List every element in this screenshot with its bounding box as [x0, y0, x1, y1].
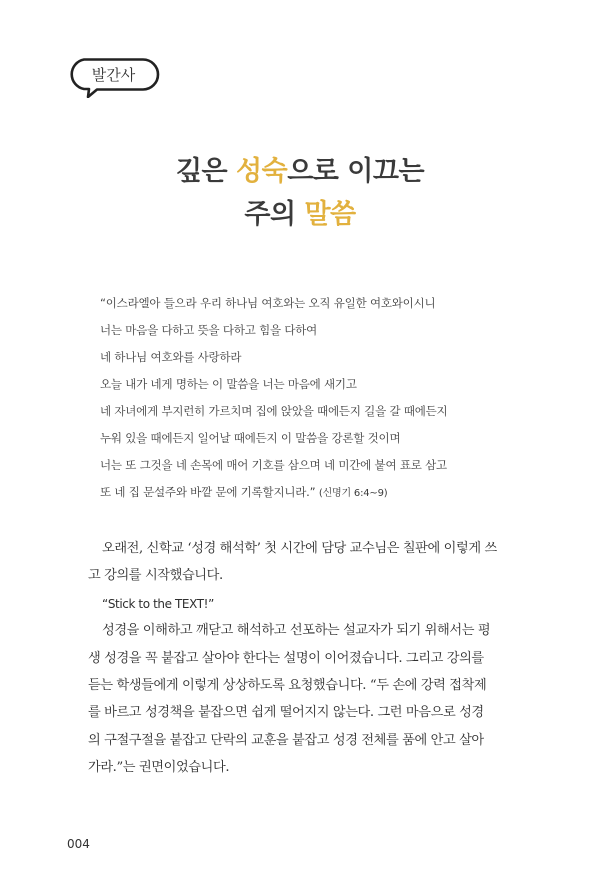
- quote-line: 오늘 내가 네게 명하는 이 말씀을 너는 마음에 새기고: [100, 377, 357, 391]
- quote-line: 네 자녀에게 부지런히 가르치며 집에 앉았을 때에든지 길을 갈 때에든지: [100, 404, 448, 418]
- quote-text: 또 네 집 문설주와 바깥 문에 기록할지니라.”: [100, 485, 316, 499]
- title-word: 주의: [244, 199, 305, 230]
- body-line: 고 강의를 시작했습니다.: [88, 568, 223, 584]
- title-word: 깊은: [175, 156, 237, 187]
- badge-label: 발간사: [91, 66, 136, 84]
- body-paragraphs: [88, 540, 514, 787]
- body-line-english-quote: “Stick to the TEXT!”: [102, 596, 214, 611]
- title-word: 으로 이끄는: [287, 156, 425, 187]
- body-line: 듣는 학생들에게 이렇게 상상하도록 요청했습니다. “두 손에 강력 접착제: [88, 677, 487, 693]
- quote-line: 너는 마음을 다하고 뜻을 다하고 힘을 다하여: [100, 323, 318, 337]
- page-title-line-2: [0, 192, 600, 231]
- quote-line: 너는 또 그것을 네 손목에 매어 기호를 삼으며 네 미간에 붙여 표로 삼고: [100, 458, 447, 472]
- body-line: 가라.”는 권면이었습니다.: [88, 760, 230, 776]
- title-accent-word: 말씀: [304, 199, 356, 230]
- quote-line: “이스라엘아 들으라 우리 하나님 여호와는 오직 유일한 여호와이시니: [100, 296, 436, 310]
- quote-line: 네 하나님 여호와를 사랑하라: [100, 350, 242, 364]
- body-line: 성경을 이해하고 깨닫고 해석하고 선포하는 설교자가 되기 위해서는 평: [102, 623, 491, 639]
- body-line: 생 성경을 꼭 붙잡고 살아야 한다는 설명이 이어졌습니다. 그리고 강의를: [88, 650, 484, 666]
- quote-reference: (신명기 6:4~9): [318, 488, 388, 499]
- scripture-quote: [100, 296, 520, 512]
- body-line: 오래전, 신학교 ‘성경 해석학’ 첫 시간에 담당 교수님은 칠판에 이렇게 쓰: [102, 541, 497, 556]
- body-line: 를 바르고 성경책을 붙잡으면 쉽게 떨어지지 않는다. 그런 마음으로 성경: [88, 705, 484, 721]
- page-number: 004: [67, 837, 90, 851]
- section-badge: [67, 56, 160, 98]
- title-accent-word: 성숙: [236, 156, 288, 187]
- body-line: 의 구절구절을 붙잡고 단락의 교훈을 붙잡고 성경 전체를 품에 안고 살아: [88, 732, 484, 748]
- page-title-line-1: [0, 149, 600, 188]
- quote-line-last: [100, 485, 520, 512]
- quote-line: 누워 있을 때에든지 일어날 때에든지 이 말씀을 강론할 것이며: [100, 431, 401, 445]
